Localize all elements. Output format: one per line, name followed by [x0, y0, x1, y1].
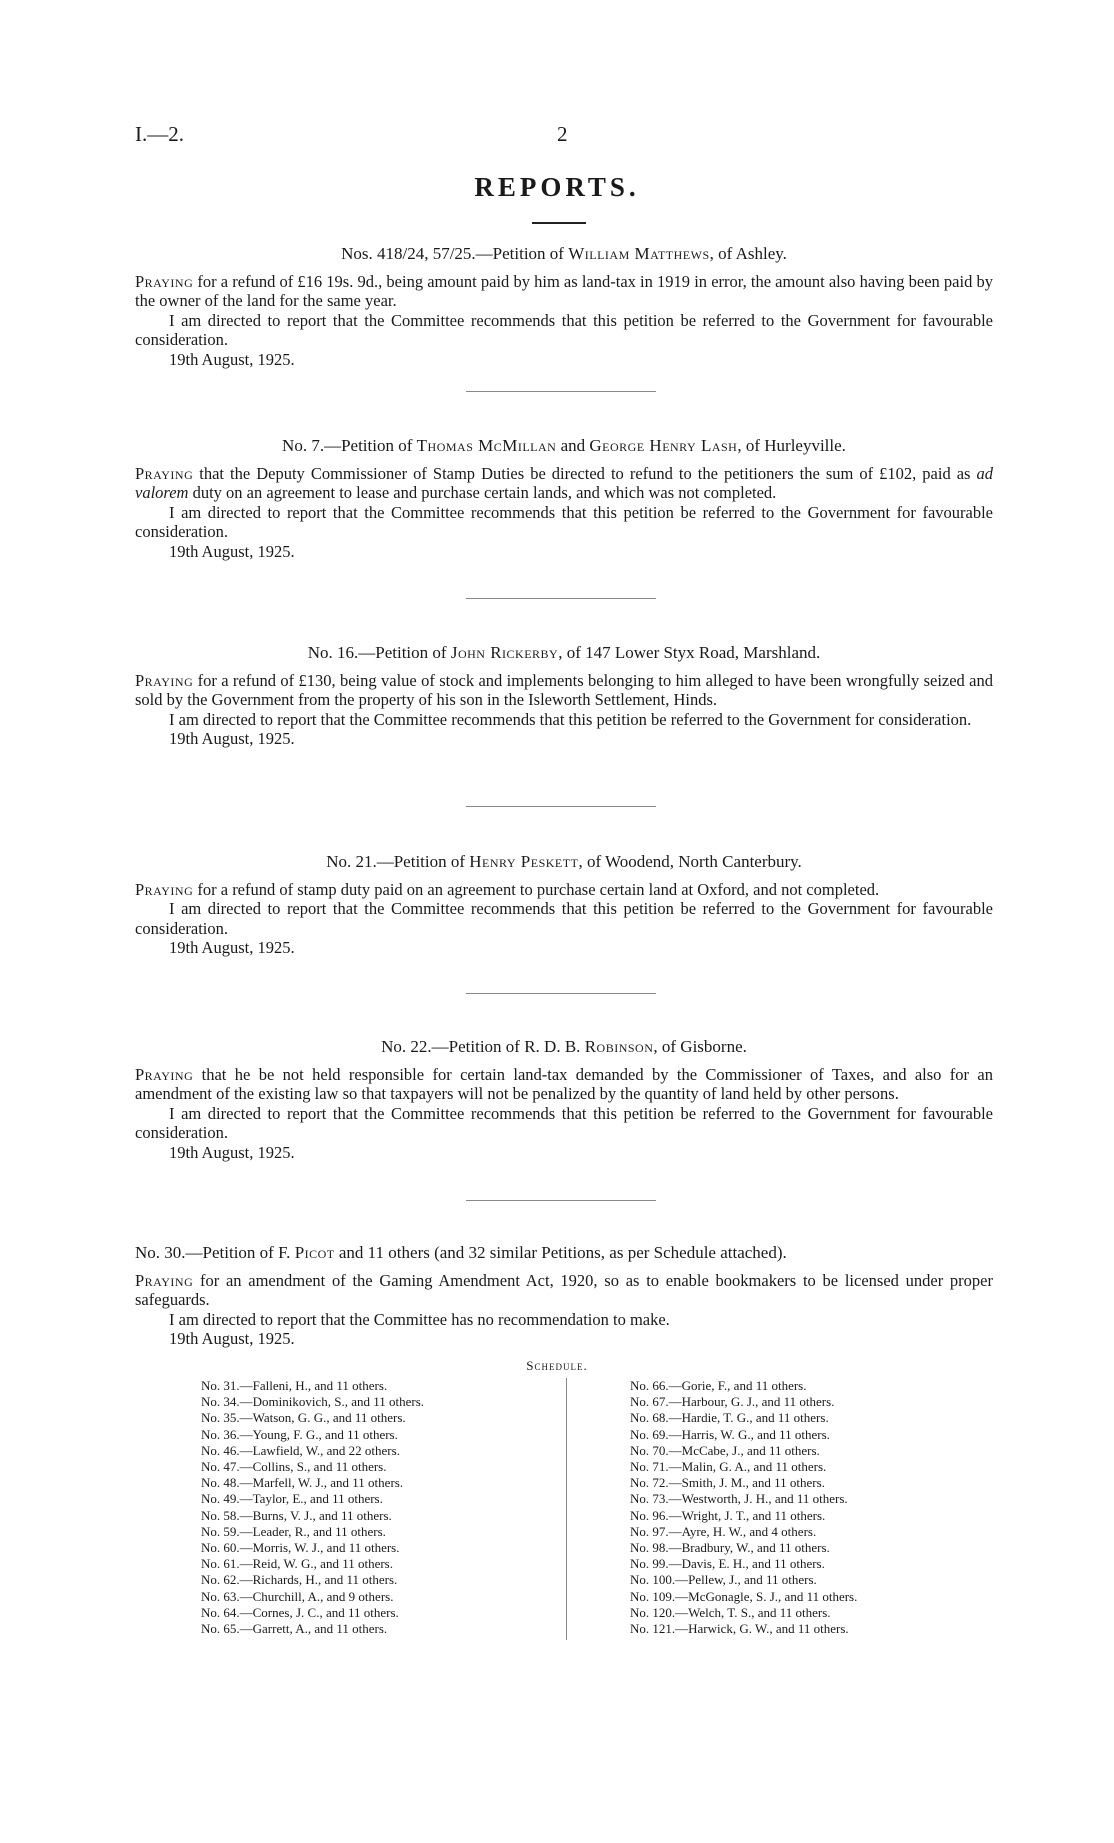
page-title: REPORTS. [474, 172, 640, 202]
petitioner-name: William Matthews [568, 244, 710, 263]
schedule-entry: No. 97.—Ayre, H. W., and 4 others. [630, 1523, 817, 1539]
petition-1 [135, 244, 993, 369]
section-divider [466, 993, 656, 994]
schedule-entry: No. 48.—Marfell, W. J., and 11 others. [201, 1475, 404, 1491]
schedule-entry: No. 109.—McGonagle, S. J., and 11 others. [630, 1588, 858, 1604]
petition-5 [135, 1037, 993, 1162]
schedule-entry: No. 31.—Falleni, H., and 11 others. [201, 1378, 388, 1393]
schedule-entry: No. 64.—Cornes, J. C., and 11 others. [201, 1604, 399, 1620]
report-date: 19th August, 1925. [169, 1329, 295, 1348]
report-paragraph: I am directed to report that the Committee recommends that this petition be referred to the Government for consideration. [169, 709, 972, 729]
praying-paragraph: Praying for a refund of stamp duty paid on an agreement to purchase certain land at Oxford, and not completed. [135, 879, 880, 899]
schedule-entry: No. 47.—Collins, S., and 11 others. [201, 1459, 387, 1475]
schedule-entry: No. 63.—Churchill, A., and 9 others. [201, 1588, 394, 1604]
schedule-entry: No. 35.—Watson, G. G., and 11 others. [201, 1410, 406, 1426]
praying-paragraph: Praying for an amendment of the Gaming Amendment Act, 1920, so as to enable bookmakers to be licensed under proper safeguards. [135, 1270, 993, 1309]
report-paragraph: I am directed to report that the Committee recommends that this petition be referred to the Government for favourable consideration. [135, 310, 993, 349]
petition-2 [135, 436, 993, 561]
report-paragraph: I am directed to report that the Committee recommends that this petition be referred to the Government for favourable consideration. [135, 502, 993, 541]
schedule-entry: No. 120.—Welch, T. S., and 11 others. [630, 1604, 831, 1620]
schedule-entry: No. 100.—Pellew, J., and 11 others. [630, 1572, 817, 1588]
schedule-entry: No. 46.—Lawfield, W., and 22 others. [201, 1442, 400, 1458]
petition-4 [135, 852, 993, 958]
schedule-entry: No. 60.—Morris, W. J., and 11 others. [201, 1540, 400, 1556]
schedule-entry: No. 67.—Harbour, G. J., and 11 others. [630, 1394, 835, 1410]
paper-reference: I.—2. [135, 122, 184, 146]
schedule-entry: No. 73.—Westworth, J. H., and 11 others. [630, 1491, 848, 1507]
praying-paragraph: Praying that the Deputy Commissioner of Stamp Duties be directed to refund to the petitioners the sum of £102, paid as ad valorem duty on an agreement to lease and purchase certain lands, and which was not completed. [135, 463, 993, 502]
report-date: 19th August, 1925. [169, 349, 295, 369]
report-date: 19th August, 1925. [169, 729, 295, 748]
report-paragraph: I am directed to report that the Committee recommends that this petition be referred to the Government for favourable consideration. [135, 1103, 993, 1142]
schedule-column-rule [566, 1378, 567, 1640]
report-paragraph: I am directed to report that the Committee recommends that this petition be referred to the Government for favourable consideration. [135, 899, 993, 938]
schedule-entry: No. 72.—Smith, J. M., and 11 others. [630, 1475, 825, 1491]
schedule-entry: No. 59.—Leader, R., and 11 others. [201, 1523, 386, 1539]
section-divider [466, 806, 656, 807]
schedule-entry: No. 69.—Harris, W. G., and 11 others. [630, 1426, 830, 1442]
schedule-entry: No. 96.—Wright, J. T., and 11 others. [630, 1507, 826, 1523]
page-number: 2 [557, 122, 568, 146]
section-divider [466, 391, 656, 392]
schedule-entry: No. 70.—McCabe, J., and 11 others. [630, 1442, 820, 1458]
schedule-entry: No. 99.—Davis, E. H., and 11 others. [630, 1556, 825, 1572]
report-date: 19th August, 1925. [169, 1142, 295, 1162]
schedule-entry: No. 34.—Dominikovich, S., and 11 others. [201, 1394, 425, 1410]
schedule-left-column [201, 1378, 424, 1637]
schedule-entry: No. 98.—Bradbury, W., and 11 others. [630, 1540, 830, 1556]
schedule-entry: No. 49.—Taylor, E., and 11 others. [201, 1491, 383, 1507]
petition-heading: Nos. 418/24, 57/25.—Petition of William Matthews, of Ashley. [341, 244, 787, 263]
praying-paragraph: Praying for a refund of £16 19s. 9d., being amount paid by him as land-tax in 1919 in error, the amount also having been paid by the owner of the land for the same year. [135, 271, 993, 310]
praying-paragraph: Praying that he be not held responsible for certain land-tax demanded by the Commissioner of Taxes, and also for an amendment of the existing law so that taxpayers will not be penalized by the quantity of land held by other persons. [135, 1064, 993, 1103]
schedule-entry: No. 58.—Burns, V. J., and 11 others. [201, 1507, 392, 1523]
report-paragraph: I am directed to report that the Committee has no recommendation to make. [169, 1309, 670, 1329]
petition-heading: No. 30.—Petition of F. Picot and 11 others (and 32 similar Petitions, as per Schedule attached). [135, 1243, 787, 1262]
praying-paragraph: Praying for a refund of £130, being value of stock and implements belonging to him alleged to have been wrongfully seized and sold by the Government from the property of his son in the Isleworth Settlement, Hinds. [135, 670, 993, 709]
report-date: 19th August, 1925. [169, 541, 295, 561]
schedule-entry: No. 36.—Young, F. G., and 11 others. [201, 1426, 398, 1442]
schedule-entry: No. 71.—Malin, G. A., and 11 others. [630, 1459, 827, 1475]
schedule-entry: No. 65.—Garrett, A., and 11 others. [201, 1621, 388, 1637]
petition-6 [135, 1243, 993, 1349]
petition-heading: No. 16.—Petition of John Rickerby, of 147 Lower Styx Road, Marshland. [307, 643, 821, 662]
schedule-entry: No. 62.—Richards, H., and 11 others. [201, 1572, 398, 1588]
schedule-entry: No. 66.—Gorie, F., and 11 others. [630, 1378, 807, 1393]
title-rule [532, 222, 586, 224]
petition-heading: No. 21.—Petition of Henry Peskett, of Woodend, North Canterbury. [326, 852, 802, 871]
report-date: 19th August, 1925. [169, 938, 295, 957]
petition-heading: No. 7.—Petition of Thomas McMillan and George Henry Lash, of Hurleyville. [282, 436, 846, 455]
schedule-right-column [630, 1378, 857, 1637]
schedule-entry: No. 121.—Harwick, G. W., and 11 others. [630, 1621, 849, 1637]
petition-heading: No. 22.—Petition of R. D. B. Robinson, of Gisborne. [381, 1037, 747, 1056]
section-divider [466, 1200, 656, 1201]
schedule-entry: No. 68.—Hardie, T. G., and 11 others. [630, 1410, 829, 1426]
schedule-entry: No. 61.—Reid, W. G., and 11 others. [201, 1556, 393, 1572]
petition-3 [135, 643, 993, 749]
section-divider [466, 598, 656, 599]
schedule-title: Schedule. [526, 1358, 588, 1373]
